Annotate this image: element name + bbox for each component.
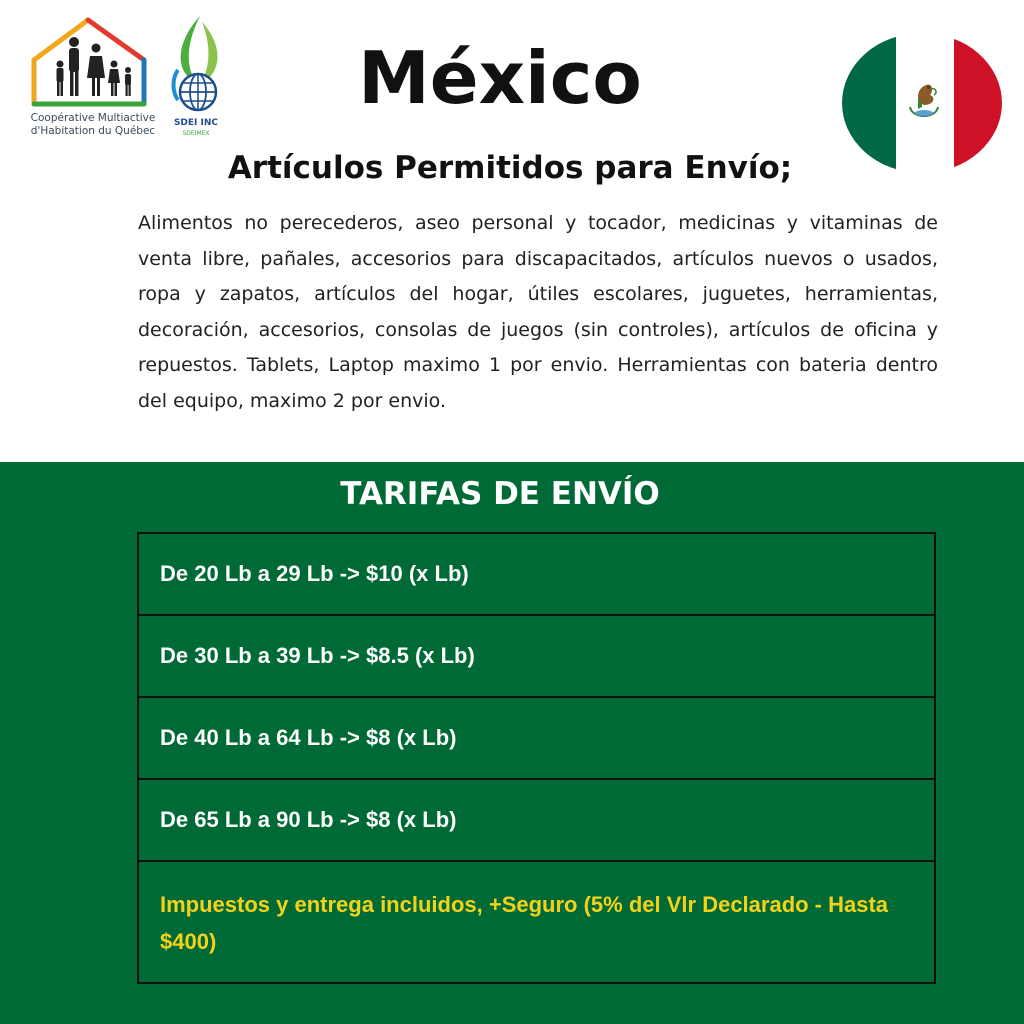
rates-table [137,532,936,984]
top-section [0,0,1024,462]
cooperative-name-line2: d'Habitation du Québec [30,125,156,137]
rate-row: De 65 Lb a 90 Lb -> $8 (x Lb) [139,780,934,862]
allowed-items-text: Alimentos no perecederos, aseo personal y tocador, medicinas y vitaminas de venta libre, pañales, accesorios para discapacitados, artículos nuevos o usados, ropa y zapatos, artículos del hogar, útiles escolares, juguetes, herramientas, decoración, accesorios, consolas de juegos (sin controles), artículos de oficina y repuestos. Tablets, Laptop maximo 1 por envio. Herramientas con bateria dentro del equipo, maximo 2 por envio. [138,212,938,412]
sdei-logo [166,12,236,144]
coat-of-arms-icon [904,77,944,123]
rate-row: De 20 Lb a 29 Lb -> $10 (x Lb) [139,534,934,616]
page-title: México [358,36,642,120]
sdei-tagline: SDEIMEX [182,130,210,137]
rate-row: De 30 Lb a 39 Lb -> $8.5 (x Lb) [139,616,934,698]
cooperative-logo [18,16,158,144]
allowed-items-heading: Artículos Permitidos para Envío; [227,150,793,186]
rates-title: TARIFAS DE ENVÍO [340,476,660,512]
sdei-name: SDEI INC [173,118,219,128]
family-house-icon [28,16,158,108]
insurance-note: Impuestos y entrega incluidos, +Seguro (5% del Vlr Declarado - Hasta $400) [160,892,889,954]
leaf-globe-icon [166,12,230,118]
rate-row: De 40 Lb a 64 Lb -> $8 (x Lb) [139,698,934,780]
cooperative-name-line1: Coopérative Multiactive [30,112,156,124]
